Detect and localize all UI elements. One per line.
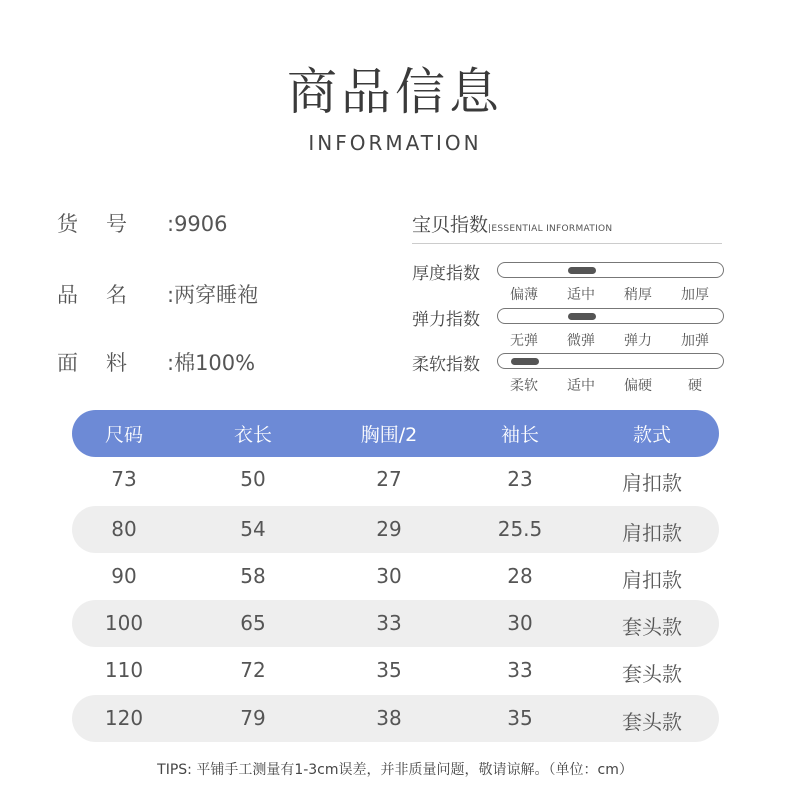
metric-option: 硬 <box>688 378 702 394</box>
table-cell: 30 <box>507 611 533 635</box>
table-row <box>72 647 719 694</box>
table-cell: 110 <box>104 658 144 682</box>
metric-indicator <box>568 267 596 274</box>
page-title: 商品信息 <box>287 63 503 121</box>
size-table-header <box>72 410 719 457</box>
table-cell: 65 <box>240 611 266 635</box>
table-cell: 35 <box>507 706 533 730</box>
metric-options <box>497 330 724 348</box>
info-value: :9906 <box>167 212 228 236</box>
info-label: 面料 <box>57 351 155 375</box>
table-cell: 肩扣款 <box>622 471 682 495</box>
header-size: 尺码 <box>104 424 143 446</box>
table-cell: 33 <box>376 611 402 635</box>
index-divider <box>412 243 722 244</box>
tips-note: TIPS: 平铺手工测量有1-3cm误差，并非质量问题，敬请谅解。（单位：cm） <box>157 762 633 778</box>
metric-softness <box>412 350 724 396</box>
header-chest: 胸围/2 <box>360 424 418 446</box>
table-row <box>72 553 719 600</box>
header-sleeve: 袖长 <box>500 424 539 446</box>
table-cell: 肩扣款 <box>622 521 682 545</box>
info-item-fabric <box>57 347 255 377</box>
table-cell: 73 <box>111 467 137 491</box>
table-cell: 33 <box>507 658 533 682</box>
info-item-name <box>57 279 258 309</box>
metric-option: 偏硬 <box>624 378 652 394</box>
table-cell: 80 <box>111 517 137 541</box>
table-cell: 27 <box>376 467 402 491</box>
table-cell: 72 <box>240 658 266 682</box>
table-cell: 35 <box>376 658 402 682</box>
metric-option: 适中 <box>567 378 595 394</box>
metric-track <box>497 353 724 369</box>
table-cell: 25.5 <box>497 517 543 541</box>
table-row <box>72 506 719 553</box>
metric-options <box>497 284 724 302</box>
table-cell: 套头款 <box>622 615 682 639</box>
metric-track <box>497 308 724 324</box>
header-length: 衣长 <box>233 424 272 446</box>
table-row <box>72 600 719 647</box>
metric-option: 无弹 <box>510 333 538 349</box>
metric-indicator <box>568 313 596 320</box>
metric-label: 弹力指数 <box>412 310 480 330</box>
metric-option: 加厚 <box>681 287 709 303</box>
table-cell: 58 <box>240 564 266 588</box>
info-value: :棉100% <box>167 351 256 375</box>
info-label: 品名 <box>57 283 155 307</box>
metric-label: 厚度指数 <box>412 264 480 284</box>
table-cell: 54 <box>240 517 266 541</box>
table-cell: 套头款 <box>622 710 682 734</box>
table-cell: 肩扣款 <box>622 568 682 592</box>
metric-option: 弹力 <box>624 333 652 349</box>
metric-track <box>497 262 724 278</box>
metric-option: 偏薄 <box>510 287 538 303</box>
info-label: 货号 <box>57 212 155 236</box>
metric-option: 柔软 <box>510 378 538 394</box>
table-row <box>72 695 719 742</box>
metric-options <box>497 375 724 393</box>
table-cell: 30 <box>376 564 402 588</box>
metric-option: 加弹 <box>681 333 709 349</box>
metric-label: 柔软指数 <box>412 355 480 375</box>
table-cell: 23 <box>507 467 533 491</box>
page-subtitle: INFORMATION <box>308 131 482 155</box>
table-cell: 79 <box>240 706 266 730</box>
metric-option: 适中 <box>567 287 595 303</box>
metric-option: 微弹 <box>567 333 595 349</box>
metric-thickness <box>412 259 724 305</box>
table-cell: 120 <box>104 706 144 730</box>
table-cell: 28 <box>507 564 533 588</box>
metric-option: 稍厚 <box>624 287 652 303</box>
table-cell: 100 <box>104 611 144 635</box>
header-style: 款式 <box>632 424 671 446</box>
table-cell: 29 <box>376 517 402 541</box>
info-item-number <box>57 208 228 238</box>
metric-indicator <box>511 358 539 365</box>
table-row <box>72 456 719 503</box>
table-cell: 50 <box>240 467 266 491</box>
info-value: :两穿睡袍 <box>167 283 259 307</box>
index-title-en: |ESSENTIAL INFORMATION <box>488 224 613 234</box>
table-cell: 90 <box>111 564 137 588</box>
table-cell: 套头款 <box>622 662 682 686</box>
table-cell: 38 <box>376 706 402 730</box>
metric-elasticity <box>412 305 724 351</box>
index-title-cn: 宝贝指数 <box>412 214 489 236</box>
index-title <box>412 210 612 237</box>
